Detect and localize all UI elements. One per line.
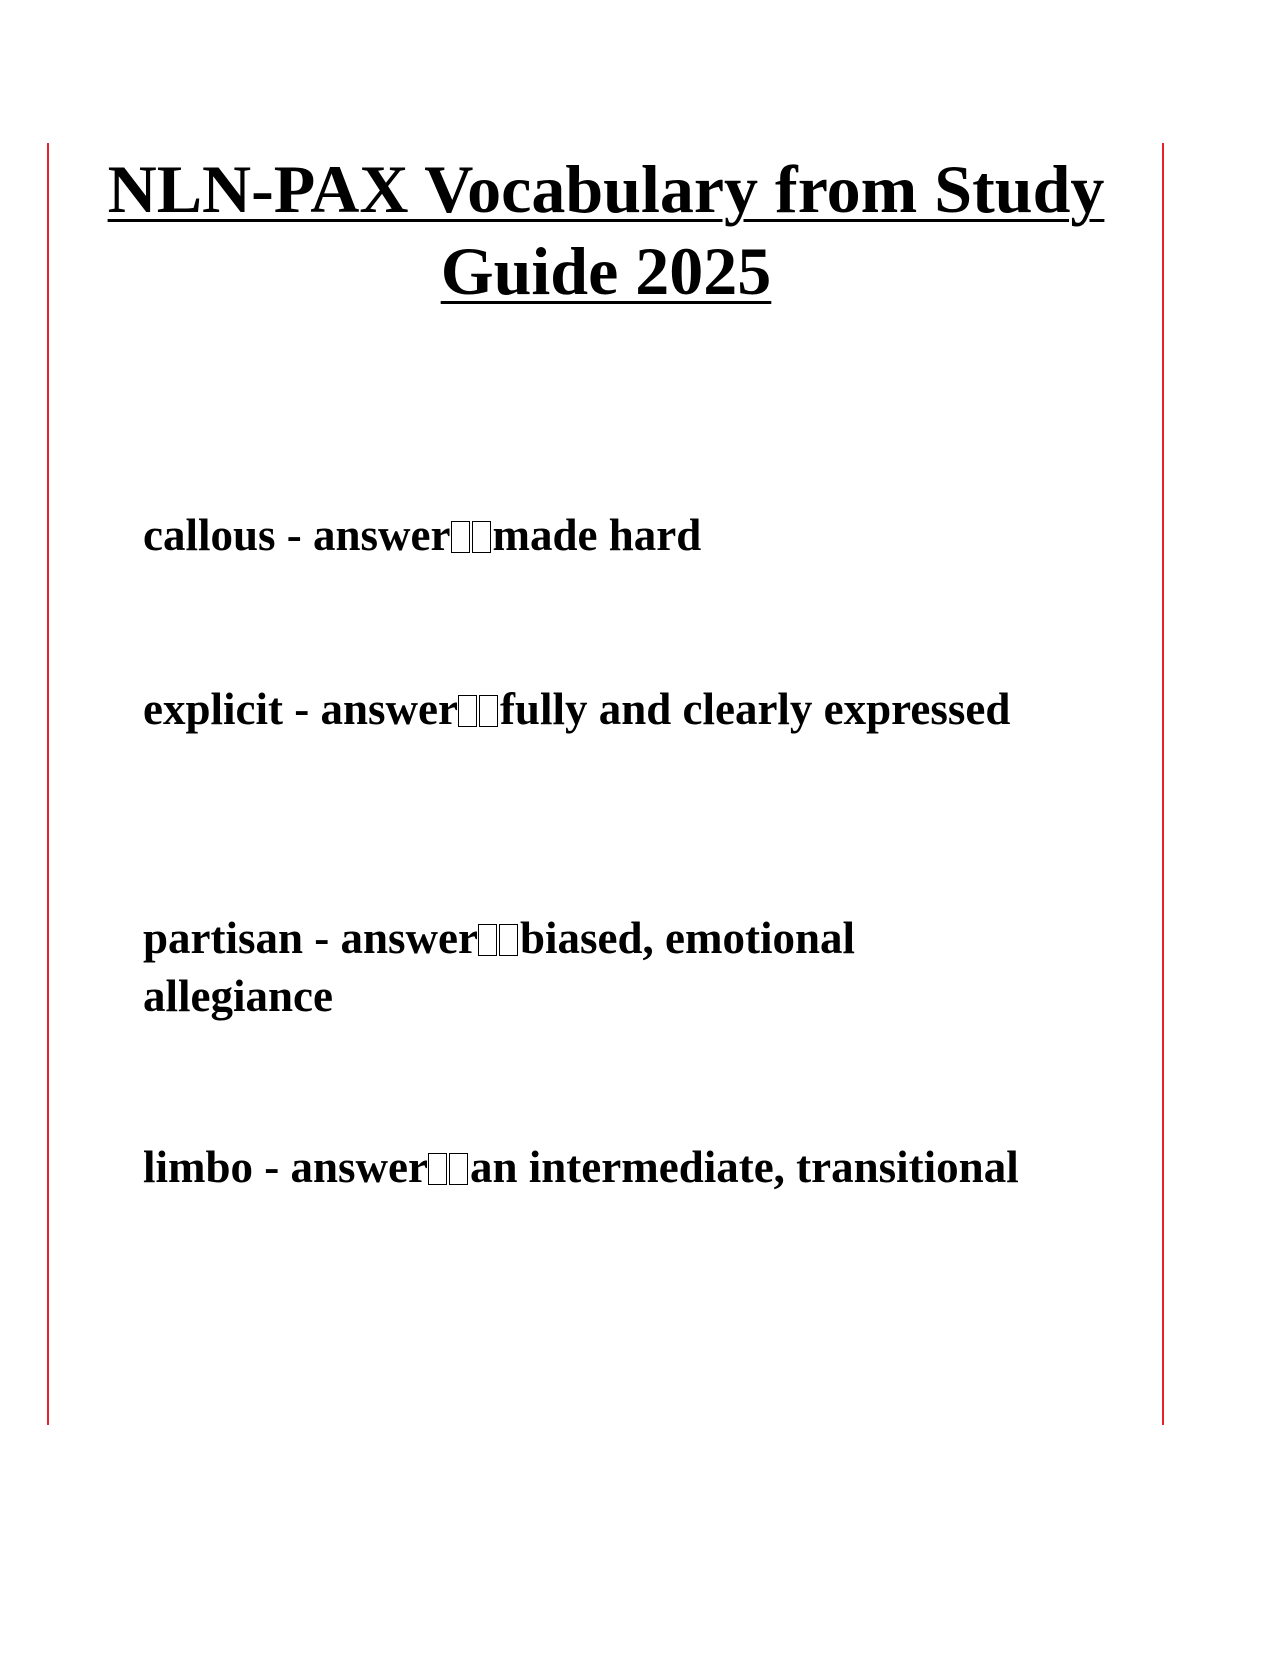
term: explicit <box>143 684 283 734</box>
missing-glyph-icon <box>451 521 470 553</box>
vocab-entry <box>143 680 1043 738</box>
term: partisan <box>143 913 304 963</box>
missing-glyph-icon <box>479 695 498 727</box>
vocab-entry <box>143 1138 1043 1196</box>
definition: fully and clearly expressed <box>499 684 1011 734</box>
left-margin-rule <box>47 143 49 1425</box>
separator: - answer <box>314 913 478 963</box>
vocab-entry <box>143 506 1043 564</box>
missing-glyph-icon <box>478 924 497 956</box>
missing-glyph-icon <box>428 1153 447 1185</box>
definition: an intermediate, transitional <box>470 1142 1019 1192</box>
missing-glyph-icon <box>449 1153 468 1185</box>
right-margin-rule <box>1162 143 1164 1425</box>
separator: - answer <box>264 1142 428 1192</box>
term: limbo <box>143 1142 254 1192</box>
page-title: NLN-PAX Vocabulary from Study Guide 2025 <box>107 151 1105 309</box>
vocab-entry <box>143 909 1043 1025</box>
definition: made hard <box>492 510 702 560</box>
term: callous <box>143 510 276 560</box>
separator: - answer <box>294 684 458 734</box>
missing-glyph-icon <box>472 521 491 553</box>
missing-glyph-icon <box>499 924 518 956</box>
definition: biased, emotional allegiance <box>143 913 856 1021</box>
separator: - answer <box>286 510 451 560</box>
missing-glyph-icon <box>458 695 477 727</box>
